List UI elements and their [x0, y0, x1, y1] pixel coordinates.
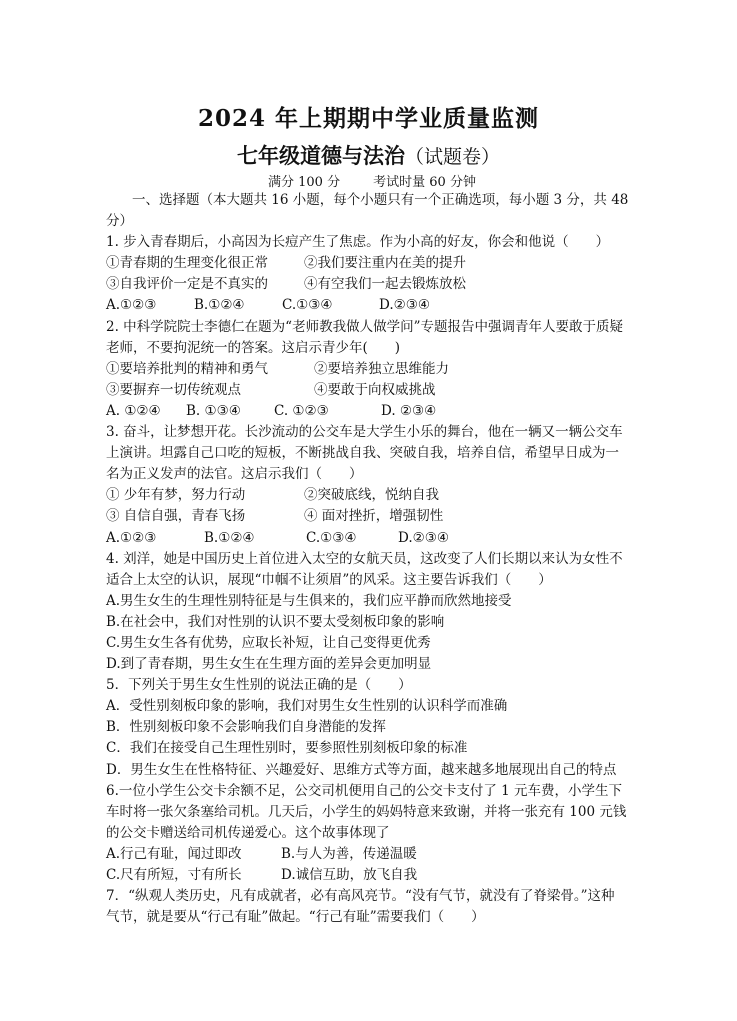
q1-choice-c: C.①③④: [282, 297, 333, 314]
q1-stem: 1. 步入青春期后，小高因为长痘产生了焦虑。作为小高的好友，你会和他说（ ）: [106, 234, 610, 251]
q4-choice-c: C.男生女生各有优势，应取长补短，让自己变得更优秀: [106, 634, 431, 651]
q3-choice-a: A.①②③: [106, 529, 157, 546]
q2-statement-1: ①要培养批判的精神和勇气: [106, 360, 268, 377]
q5-choice-a: A．受性别刻板印象的影响，我们对男生女生性别的认识科学而准确: [106, 698, 508, 715]
q2-statements-row2: [106, 380, 646, 401]
q5-choice-d: D．男生女生在性格特征、兴趣爱好、思维方式等方面，越来越多地展现出自己的特点: [106, 761, 617, 778]
q1-statement-3: ③自我评价一定是不真实的: [106, 276, 268, 293]
q1-choice-b: B.①②④: [194, 297, 245, 314]
q2-statements-row1: [106, 359, 646, 380]
q4-choice-a: A.男生女生的生理性别特征是与生俱来的，我们应平静而欣然地接受: [106, 592, 512, 609]
q4-stem-cont: 适合上太空的认识，展现“巾帼不让须眉”的风采。这主要告诉我们（ ）: [106, 571, 552, 588]
q6-stem-cont: 车时将一张欠条塞给司机。几天后，小学生的妈妈特意来致谢，并将一张充有 100 元钱: [106, 803, 627, 820]
q3-choice-d: D.②③④: [398, 529, 449, 546]
q1-choice-d: D.②③④: [379, 297, 430, 314]
q6-choice-a: A.行己有耻，闻过即改: [106, 845, 242, 862]
q1-statement-4: ④有空我们一起去锻炼放松: [304, 276, 466, 293]
q2-statement-2: ②要培养独立思维能力: [314, 360, 449, 377]
q3-statements-row1: [106, 485, 646, 506]
q3-stem: 3. 奋斗，让梦想开花。长沙流动的公交车是大学生小乐的舞台，他在一辆又一辆公交车: [106, 424, 623, 441]
q3-statement-2: ②突破底线，悦纳自我: [304, 487, 439, 504]
q3-choice-b: B.①②④: [204, 529, 255, 546]
section-heading: 一、选择题（本大题共 16 小题，每个小题只有一个正确选项，每小题 3 分，共 48: [132, 192, 629, 208]
exam-meta: [268, 171, 476, 190]
q6-choice-c: C.尺有所短，寸有所长: [106, 867, 242, 883]
subject-name: 七年级道德与法治: [236, 143, 405, 168]
exam-duration: 考试时量 60 分钟: [373, 175, 476, 190]
q1-choice-a: A.①②③: [106, 297, 157, 314]
q5-choice-b: B．性别刻板印象不会影响我们自身潜能的发挥: [106, 719, 386, 736]
q3-statement-4: ④ 面对挫折，增强韧性: [304, 508, 444, 525]
q7-stem-cont: 气节，就是要从“行己有耻”做起。“行己有耻”需要我们（ ）: [106, 909, 485, 926]
q2-statement-3: ③要摒弃一切传统观点: [106, 381, 241, 398]
q3-choice-c: C.①③④: [306, 529, 357, 546]
q6-choices-row1: [106, 844, 646, 865]
q2-choices: [106, 401, 646, 422]
q1-choices: [106, 295, 646, 316]
question-body: [106, 190, 646, 928]
q2-stem: 2. 中科学院院士李德仁在题为“老师教我做人做学问”专题报告中强调青年人要敢于质疑: [106, 318, 623, 335]
q3-stem-cont2: 名为正义发声的法官。这启示我们（ ）: [106, 466, 363, 483]
q2-stem-cont: 老师，不要拘泥统一的答案。这启示青少年( ): [106, 339, 401, 356]
q3-statement-3: ③ 自信自强，青春飞扬: [106, 508, 246, 525]
q6-stem-cont2: 的公交卡赠送给司机传递爱心。这个故事体现了: [106, 824, 390, 841]
q7-stem: 7．“纵观人类历史，凡有成就者，必有高风亮节。“没有气节，就没有了脊梁骨。”这种: [106, 888, 615, 905]
q2-choice-b: B. ①③④: [186, 402, 241, 419]
q3-statements-row2: [106, 506, 646, 527]
q1-statements-row2: [106, 274, 646, 295]
paper-type: （试题卷）: [404, 146, 500, 168]
q6-choice-d: D.诚信互助，放飞自我: [281, 867, 418, 883]
q6-choices-row2: [106, 865, 646, 886]
section-heading-cont: 分）: [106, 213, 133, 230]
q5-stem: 5．下列关于男生女生性别的说法正确的是（ ）: [106, 677, 412, 694]
q3-statement-1: ① 少年有梦，努力行动: [106, 487, 246, 504]
q2-statement-4: ④要敢于向权威挑战: [314, 381, 436, 398]
q4-stem: 4. 刘洋，她是中国历史上首位进入太空的女航天员，这改变了人们长期以来认为女性不: [106, 550, 623, 567]
q1-statement-2: ②我们要注重内在美的提升: [304, 255, 466, 272]
q4-choice-b: B.在社会中，我们对性别的认识不要太受刻板印象的影响: [106, 613, 445, 630]
exam-subtitle: [0, 140, 737, 170]
q6-stem: 6.一位小学生公交卡余额不足，公交司机便用自己的公交卡支付了 1 元车费，小学生下: [106, 782, 623, 799]
q1-statement-1: ①青春期的生理变化很正常: [106, 255, 268, 272]
q3-stem-cont: 上演讲。坦露自己口吃的短板，不断挑战自我、突破自我，培养自信，希望早日成为一: [106, 445, 619, 462]
q2-choice-c: C. ①②③: [274, 402, 329, 419]
q2-choice-d: D. ②③④: [381, 402, 437, 419]
exam-title: 2024 年上期期中学业质量监测: [197, 105, 540, 132]
q5-choice-c: C．我们在接受自己生理性别时，要参照性别刻板印象的标准: [106, 740, 468, 757]
q4-choice-d: D.到了青春期，男生女生在生理方面的差异会更加明显: [106, 656, 432, 673]
q2-choice-a: A. ①②④: [106, 402, 161, 419]
q1-statements-row1: [106, 253, 646, 274]
q6-choice-b: B.与人为善，传递温暖: [281, 845, 417, 862]
q3-choices: [106, 528, 646, 549]
full-score: 满分 100 分: [268, 175, 341, 190]
